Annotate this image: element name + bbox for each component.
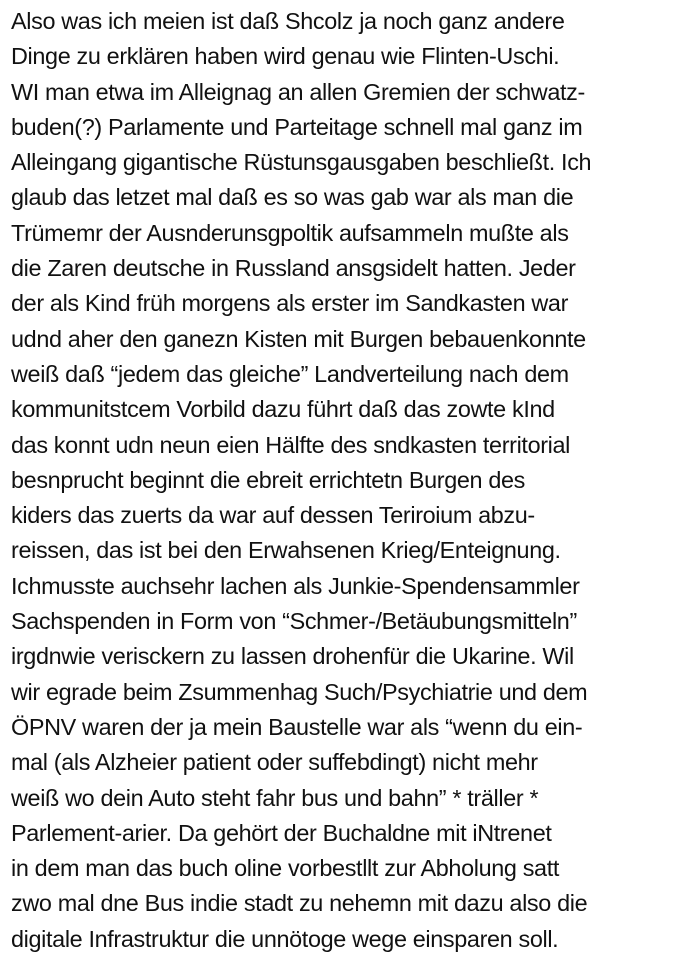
text-line: besnprucht beginnt die ebreit errichtetn Burgen des: [11, 466, 525, 493]
text-line: glaub das letzet mal daß es so was gab war als man die: [11, 184, 574, 211]
text-line: Ichmusste auchsehr lachen als Junkie-Spendensammler: [11, 572, 580, 599]
text-line: weiß daß “jedem das gleiche” Landverteilung nach dem: [11, 360, 569, 387]
text-line: WI man etwa im Alleignag an allen Gremien der schwatz-: [11, 78, 585, 105]
text-line: kommunitstcem Vorbild dazu führt daß das zowte kInd: [11, 396, 555, 423]
text-line: Trümemr der Ausnderunsgpoltik aufsammeln mußte als: [11, 219, 569, 246]
text-line: in dem man das buch oline vorbestllt zur Abholung satt: [11, 855, 560, 882]
text-line: Dinge zu erklären haben wird genau wie Flinten-Uschi.: [11, 43, 560, 70]
text-line: wir egrade beim Zsummenhag Such/Psychiatrie und dem: [11, 678, 588, 705]
text-line: weiß wo dein Auto steht fahr bus und bahn” * träller *: [11, 784, 539, 811]
text-line: Sachspenden in Form von “Schmer-/Betäubungsmitteln”: [11, 608, 577, 635]
text-line: das konnt udn neun eien Hälfte des sndkasten territorial: [11, 431, 571, 458]
text-line: buden(?) Parlamente und Parteitage schnell mal ganz im: [11, 113, 583, 140]
text-line: Also was ich meien ist daß Shcolz ja noch ganz andere: [11, 8, 565, 34]
text-line: irgdnwie verisckern zu lassen drohenfür die Ukarine. Wil: [11, 643, 574, 670]
text-line: digitale Infrastruktur die unnötoge wege einsparen soll.: [11, 925, 559, 952]
body-text: [11, 4, 681, 957]
text-line: zwo mal dne Bus indie stadt zu nehemn mit dazu also die: [11, 890, 588, 917]
text-line: kiders das zuerts da war auf dessen Teriroium abzu-: [11, 502, 535, 529]
text-line: ÖPNV waren der ja mein Baustelle war als “wenn du ein-: [11, 713, 583, 740]
text-line: Parlement-arier. Da gehört der Buchaldne mit iNtrenet: [11, 819, 552, 846]
text-line: die Zaren deutsche in Russland ansgsidelt hatten. Jeder: [11, 255, 576, 282]
text-line: reissen, das ist bei den Erwahsenen Krieg/Enteignung.: [11, 537, 561, 564]
text-line: der als Kind früh morgens als erster im Sandkasten war: [11, 290, 569, 317]
text-line: Alleingang gigantische Rüstunsgausgaben beschließt. Ich: [11, 149, 592, 176]
text-line: mal (als Alzheier patient oder suffebdingt) nicht mehr: [11, 749, 538, 776]
text-line: udnd aher den ganezn Kisten mit Burgen bebauenkonnte: [11, 325, 586, 352]
